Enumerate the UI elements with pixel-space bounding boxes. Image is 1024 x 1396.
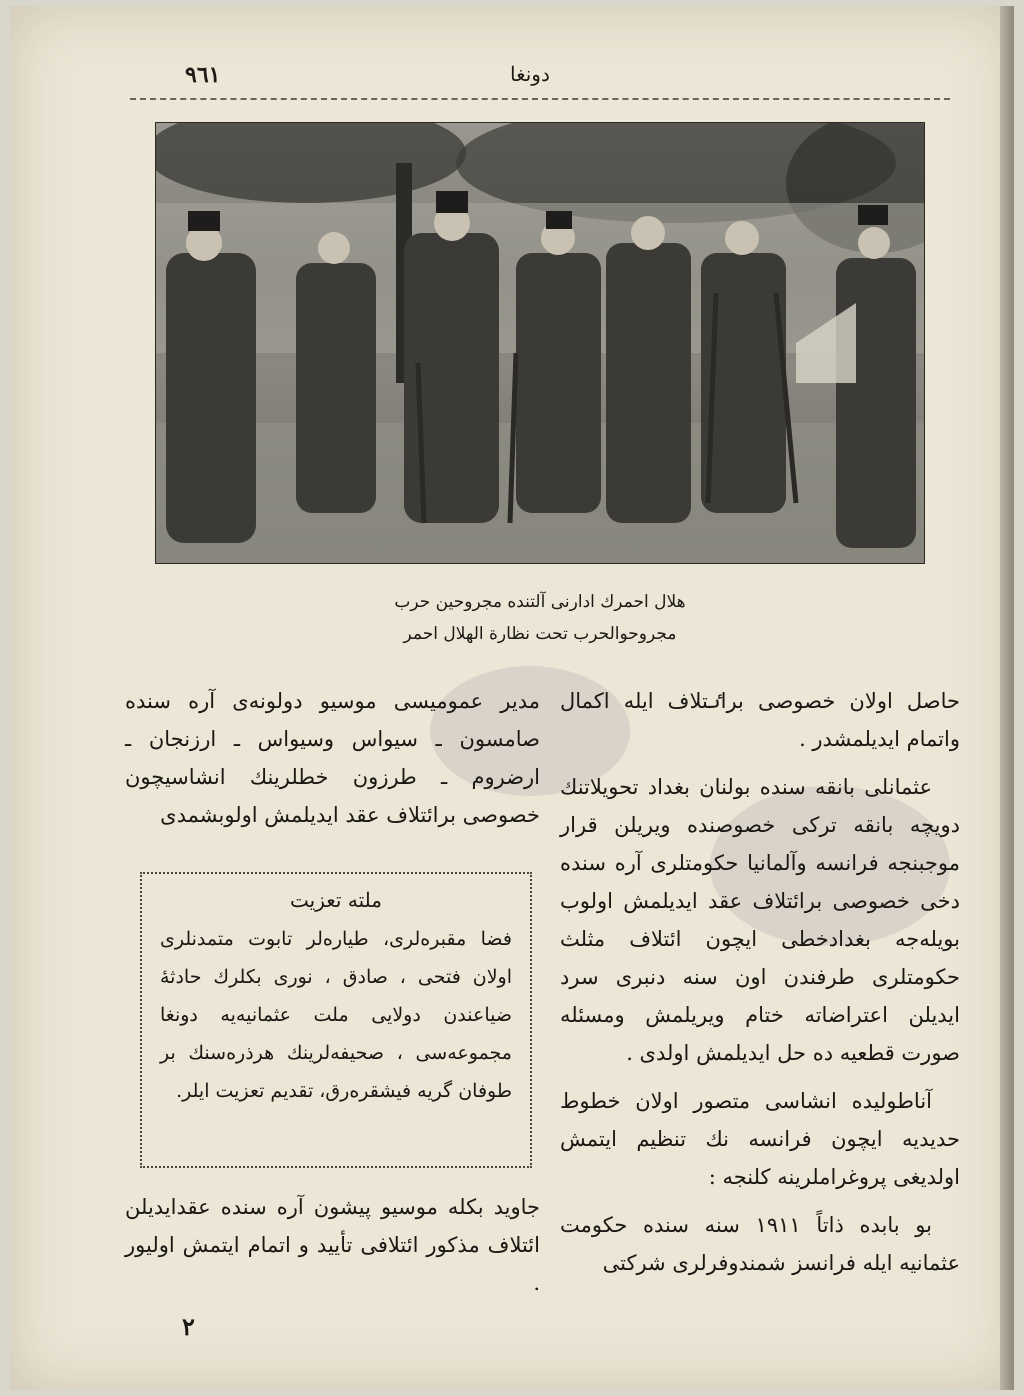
page-edge [1000, 6, 1014, 1390]
page-header [130, 58, 950, 100]
right-column [560, 682, 960, 1282]
paragraph: مدیر عمومیسی موسیو دولونه‌ی آره سنده صامسون ـ سیواس وسیواس ـ ارزنجان ـ ارضروم ـ طرزون خطلرینك انشاسیچون خصوصی برائتلاف عقد ایدیلمش اولوبشمدی [125, 689, 540, 827]
paragraph: آناطولیده انشاسی متصور اولان خطوط حدیدیه ایچون فرانسه نك تنظیم ایتمش اولدیغی پروغراملرینه کلنجه : [560, 1089, 960, 1189]
photo-caption [330, 586, 750, 650]
condolence-box [140, 872, 532, 1168]
paragraph: جاوید بکله موسیو پیشون آره سنده عقدایدیلن ائتلاف مذکور ائتلافی تأیید و اتمام ایتمش اولیور . [125, 1195, 540, 1295]
group-photograph [155, 122, 925, 564]
condolence-body: فضا مقبره‌لری، طیاره‌لر تابوت متمدنلری اولان فتحی ، صادق ، نوری بکلرك حادثهٔ ضیاعندن دولایی ملت عثمانیه‌یه دونغا مجموعه‌سی ، صحیفه‌لرینك هرذره‌سنك بر طوفان گریه فیشقره‌رق، تقدیم تعزیت ایلر. [160, 928, 512, 1102]
page-number: ٩٦١ [185, 62, 221, 88]
paragraph: بو بابده ذاتاً ١٩١١ سنه سنده حکومت عثمانیه ایله فرانسز شمندوفرلری شرکتی [560, 1213, 960, 1275]
left-column-bottom [125, 1188, 540, 1302]
footer-number: ٢ [182, 1312, 195, 1341]
paragraph: حاصل اولان خصوصی براٸتلاف ایله اکمال واتمام ایدیلمشدر . [560, 689, 960, 751]
caption-line-2: مجروحوالحرب تحت نظارة الهلال احمر [403, 624, 677, 644]
journal-title: دونغا [510, 62, 550, 86]
left-column-top [125, 682, 540, 834]
condolence-title: ملته تعزیت [290, 888, 382, 912]
photograph-icon [156, 123, 924, 563]
paragraph: عثمانلی بانقه سنده بولنان بغداد تحویلاتنك دویچه بانقه ترکی خصوصنده ویریلن قرار موجبنجه فرانسه وآلمانیا حکومتلری آره سنده دخی خصوصی برائتلاف عقد ایدیلمش اولوب بویله‌جه بغدادخطی ایچون ائتلاف مثلث حکومتلری طرفندن اون سنه دنبری سرد ایدیلن اعتراضاته ختام ویریلمش ومسئله صورت قطعیه ده حل ایدیلمش اولدی . [560, 775, 960, 1065]
caption-line-1: هلال احمرك ادارنى آلتنده مجروحين حرب [394, 592, 686, 612]
